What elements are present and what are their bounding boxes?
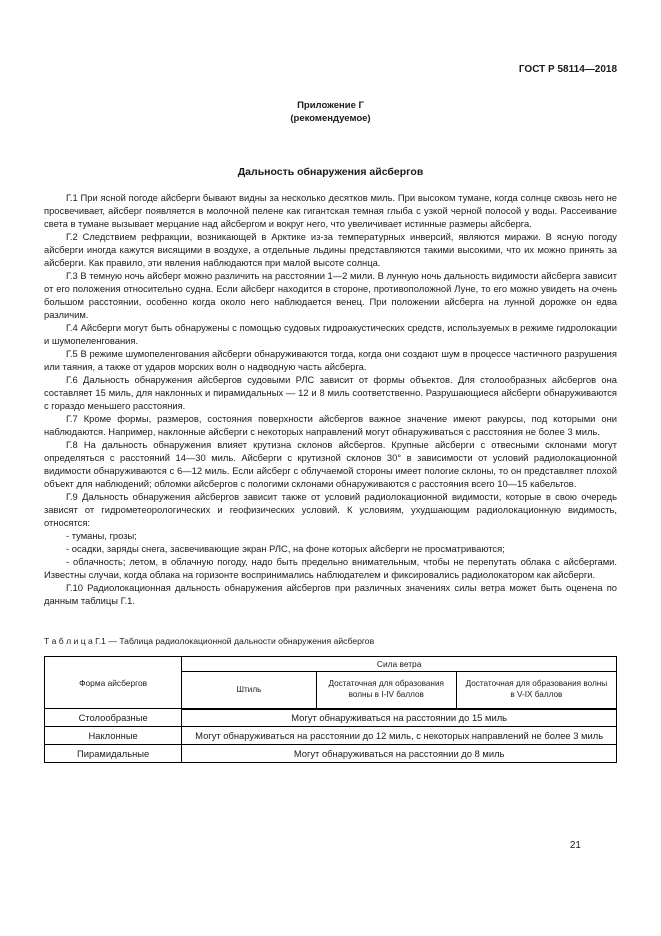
table-header-row-1 (45, 657, 617, 672)
paragraph-g7: Г.7 Кроме формы, размеров, состояния поверхности айсбергов важное значение имеют ракурсы, под которыми они наблюдаются. Например, наклонные айсберги с некоторых направлений могут обнаруживаться с расстояния не более 3 миль. (44, 413, 617, 437)
body-text (44, 191, 617, 607)
header-cell-calm: Штиль (182, 672, 316, 709)
cell-form-tabular: Столообразные (45, 709, 182, 727)
appendix-label: Приложение Г (297, 100, 364, 111)
paragraph-g9: Г.9 Дальность обнаружения айсбергов зависит также от условий радиолокационной видимости, которые в свою очередь зависят от гидрометеорологических и геофизических условий. К условиям, ухудшающим радиолокационную видимость, относятся: (44, 491, 617, 528)
table-row-sloped (45, 727, 617, 745)
paragraph-g8: Г.8 На дальность обнаружения влияет крутизна склонов айсбергов. Крупные айсберги с отвесными склонами могут определяться с расстояний 14—30 миль. Айсберги с крутизной склонов 30° в зависимости от условий радиолокационной видимости обнаруживаются с 6—12 миль. Если айсберг с облучаемой стороны имеет пологие склоны, то он представляет плохой объект для наблюдений; обломки айсбергов с пологими склонами обнаруживаются с расстояния всего 10—15 кабельтов. (44, 439, 617, 489)
list-item-fog: - туманы, грозы; (66, 530, 137, 541)
paragraph-g1: Г.1 При ясной погоде айсберги бывают видны за несколько десятков миль. При высоком тумане, когда солнце сквозь него не просвечивает, айсберг появляется в молочной пелене как гигантская темная глыба с узкой черной полосой у воды. Рассеивание света в тумане вызывает мерцание над айсбергом и вокруг него, что увеличивает истинные размеры айсберга. (44, 192, 617, 229)
paragraph-g3: Г.3 В темную ночь айсберг можно различить на расстоянии 1—2 мили. В лунную ночь дальность видимости айсберга зависит от его положения относительно судна. Если айсберг находится в стороне, противоположной Луне, то его можно увидеть на очень большом расстоянии, особенно когда около него наблюдается венец. При положении айсберга на лунной дорожке он едва различим. (44, 270, 617, 320)
page-number: 21 (569, 840, 581, 851)
paragraph-g10: Г.10 Радиолокационная дальность обнаружения айсбергов при различных значениях силы ветра может быть оценена по данным таблицы Г.1. (44, 582, 617, 606)
cell-form-pyramidal: Пирамидальные (45, 745, 182, 763)
header-cell-wave-1-4: Достаточная для образования волны в I-IV баллов (316, 672, 456, 709)
header-cell-form: Форма айсбергов (45, 657, 182, 709)
paragraph-g6: Г.6 Дальность обнаружения айсбергов судовыми РЛС зависит от формы объектов. Для столообразных айсбергов она составляет 15 миль, для наклонных и пирамидальных — 12 и 8 миль соответственно. Разрушающиеся айсберги обнаруживаются с гораздо меньшего расстояния. (44, 374, 617, 411)
table-row-pyramidal (45, 745, 617, 763)
standard-code: ГОСТ Р 58114—2018 (518, 64, 617, 75)
paragraph-g5: Г.5 В режиме шумопеленгования айсберги обнаруживаются тогда, когда они создают шум в процессе частичного разрушения или таяния, а также от ударов морских волн о надводную часть айсберга. (44, 348, 617, 372)
table-caption: Т а б л и ц а Г.1 — Таблица радиолокационной дальности обнаружения айсбергов (44, 636, 375, 646)
header-cell-wind-force: Сила ветра (182, 657, 617, 672)
cell-range-tabular: Могут обнаруживаться на расстоянии до 15 миль (182, 709, 617, 727)
appendix-heading (44, 99, 617, 125)
cell-form-sloped: Наклонные (45, 727, 182, 745)
table-row-tabular (45, 709, 617, 727)
header-cell-wave-5-9: Достаточная для образования волны в V-IX баллов (456, 672, 616, 709)
paragraph-g2: Г.2 Следствием рефракции, возникающей в Арктике из-за температурных инверсий, являются миражи. В ясную погоду айсберги иногда кажутся висящими в воздухе, а отдельные льдины представляются такими высокими, что их можно принять за айсберги. Как правило, эти явления наблюдаются при малой высоте солнца. (44, 231, 617, 268)
page-title: Дальность обнаружения айсбергов (237, 166, 424, 178)
appendix-kind: (рекомендуемое) (290, 113, 371, 124)
paragraph-g4: Г.4 Айсберги могут быть обнаружены с помощью судовых гидроакустических средств, используемых в режиме гидролокации и шумопеленгования. (44, 322, 617, 346)
list-item-precip: - осадки, заряды снега, засвечивающие экран РЛС, на фоне которых айсберги не просматриваются; (66, 543, 505, 554)
cell-range-sloped: Могут обнаруживаться на расстоянии до 12 миль, с некоторых направлений не более 3 миль (182, 727, 617, 745)
cell-range-pyramidal: Могут обнаруживаться на расстоянии до 8 миль (182, 745, 617, 763)
radar-range-table (44, 656, 617, 763)
list-item-clouds: - облачность; летом, в облачную погоду, надо быть предельно внимательным, чтобы не перепутать облака с айсбергами. Известны случаи, когда облака на горизонте воспринимались наблюдателем и фиксировались радиолокатором как айсберги. (44, 556, 617, 580)
